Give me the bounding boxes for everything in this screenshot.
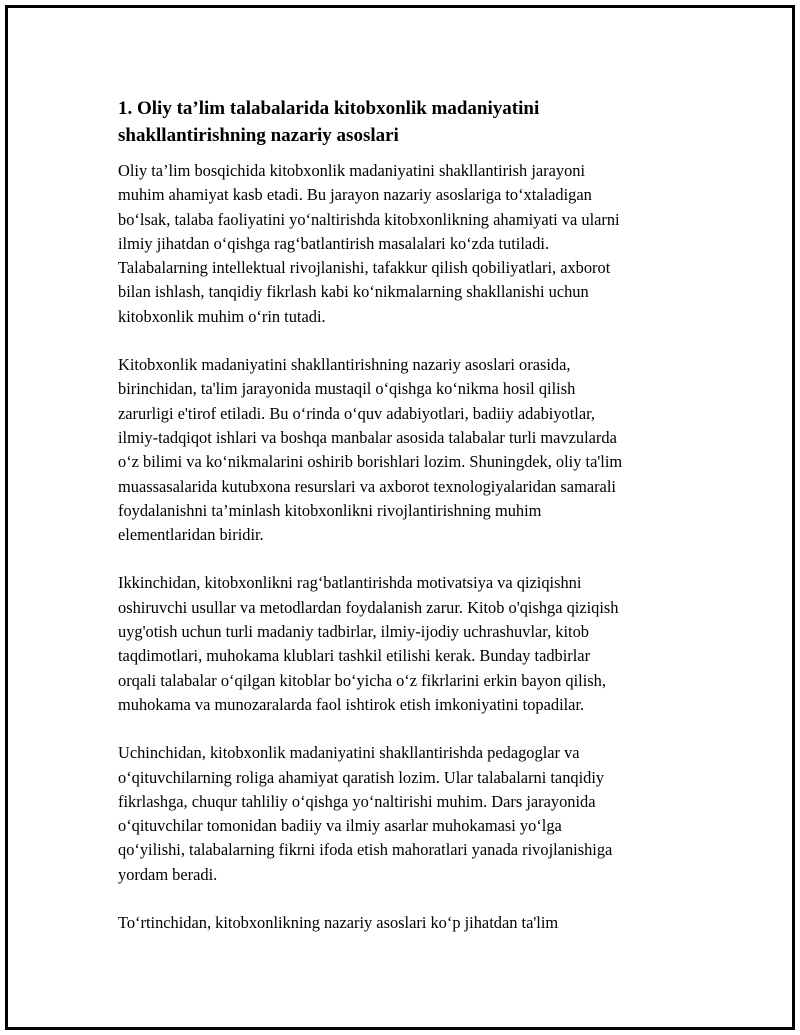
paragraph-2: Kitobxonlik madaniyatini shakllantirishning nazariy asoslari orasida, birinchidan, ta'lim jarayonida mustaqil o‘qishga ko‘nikma hosil qilish zarurligi e'tirof etiladi. Bu o‘rinda o‘quv adabiyotlari, badiiy adabiyotlar, ilmiy-tadqiqot ishlari va boshqa manbalar asosida talabalar turli mavzularda o‘z bilimi va ko‘nikmalarini oshirib borishlari lozim. Shuningdek, oliy ta'lim muassasalarida kutubxona resurslari va axborot texnologiyalaridan samarali foydalanishni ta’minlash kitobxonlikni rivojlantirishning muhim elementlaridan biridir.: [118, 355, 623, 545]
paragraph-5: To‘rtinchidan, kitobxonlikning nazariy asoslari ko‘p jihatdan ta'lim: [118, 913, 559, 933]
paragraph-4: Uchinchidan, kitobxonlik madaniyatini shakllantirishda pedagoglar va o‘qituvchilarning roliga ahamiyat qaratish lozim. Ular talabalarni tanqidiy fikrlashga, chuqur tahliliy o‘qishga yo‘naltirishi muhim. Dars jarayonida o‘qituvchilar tomonidan badiiy va ilmiy asarlar muhokamasi yo‘lga qo‘yilishi, talabalarning fikrni ifoda etish mahoratlari yanada rivojlanishiga yordam beradi.: [118, 743, 613, 884]
section-title: 1. Oliy ta’lim talabalarida kitobxonlik madaniyatini shakllantirishning nazariy asoslari: [118, 98, 540, 146]
paragraph-1: Oliy ta’lim bosqichida kitobxonlik madaniyatini shakllantirish jarayoni muhim ahamiyat kasb etadi. Bu jarayon nazariy asoslariga to‘xtaladigan bo‘lsak, talaba faoliyatini yo‘naltirishda kitobxonlikning ahamiyati va ularni ilmiy jihatdan o‘qishga rag‘batlantirish masalalari ko‘zda tutiladi. Talabalarning intellektual rivojlanishi, tafakkur qilish qobiliyatlari, axborot bilan ishlash, tanqidiy fikrlash kabi ko‘nikmalarning shakllanishi uchun kitobxonlik muhim o‘rin tutadi.: [118, 161, 620, 326]
document-body: [118, 95, 693, 959]
paragraph-3: Ikkinchidan, kitobxonlikni rag‘batlantirishda motivatsiya va qiziqishni oshiruvchi usullar va metodlardan foydalanish zarur. Kitob o'qishga qiziqish uyg'otish uchun turli madaniy tadbirlar, ilmiy-ijodiy uchrashuvlar, kitob taqdimotlari, muhokama klublari tashkil etilishi kerak. Bunday tadbirlar orqali talabalar o‘qilgan kitoblar bo‘yicha o‘z fikrlarini erkin bayon qilish, muhokama va munozaralarda faol ishtirok etish imkoniyatini topadilar.: [118, 573, 619, 714]
